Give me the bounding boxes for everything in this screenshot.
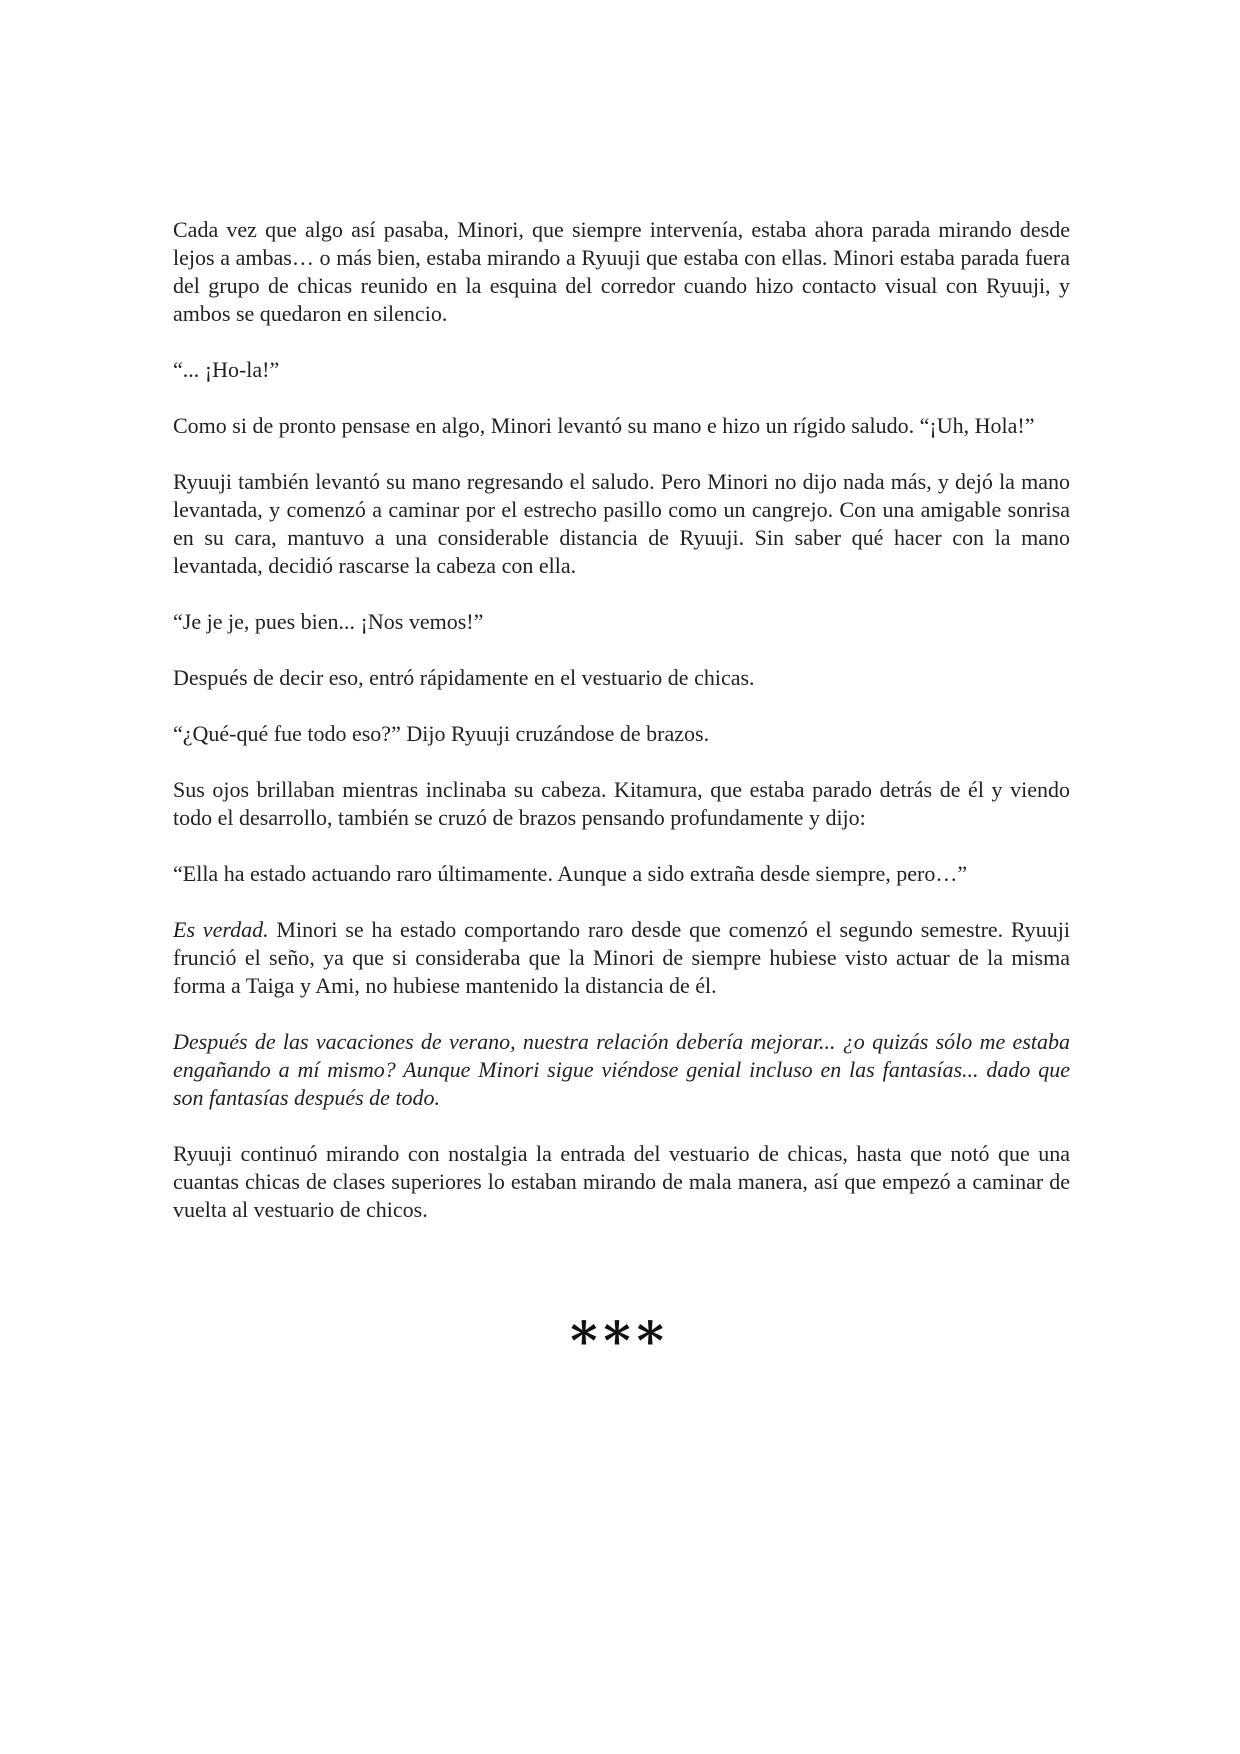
paragraph-1: Cada vez que algo así pasaba, Minori, que siempre intervenía, estaba ahora parada mirando desde lejos a ambas… o más bien, estaba mirando a Ryuuji que estaba con ellas. Minori estaba parada fuera del grupo de chicas reunido en la esquina del corredor cuando hizo contacto visual con Ryuuji, y ambos se quedaron en silencio. xyxy=(173,217,1070,326)
body-text xyxy=(173,216,1070,1252)
paragraph-12: Ryuuji continuó mirando con nostalgia la entrada del vestuario de chicas, hasta que notó que una cuantas chicas de clases superiores lo estaban mirando de mala manera, así que empezó a caminar de vuelta al vestuario de chicos. xyxy=(173,1141,1070,1222)
paragraph-3: Como si de pronto pensase en algo, Minori levantó su mano e hizo un rígido saludo. “¡Uh, Hola!” xyxy=(173,413,1035,438)
paragraph-11-italic: Después de las vacaciones de verano, nuestra relación debería mejorar... ¿o quizás sólo me estaba engañando a mí mismo? Aunque Minori sigue viéndose genial incluso en las fantasías... dado que son fantasías después de todo. xyxy=(173,1029,1070,1110)
paragraph-10 xyxy=(173,916,1070,1000)
paragraph-4: Ryuuji también levantó su mano regresando el saludo. Pero Minori no dijo nada más, y dejó la mano levantada, y comenzó a caminar por el estrecho pasillo como un cangrejo. Con una amigable sonrisa en su cara, mantuvo a una considerable distancia de Ryuuji. Sin saber qué hacer con la mano levantada, decidió rascarse la cabeza con ella. xyxy=(173,469,1070,578)
italic-lead: Es verdad. xyxy=(173,917,269,942)
paragraph-6: Después de decir eso, entró rápidamente en el vestuario de chicas. xyxy=(173,665,755,690)
paragraph-10-text: Minori se ha estado comportando raro desde que comenzó el segundo semestre. Ryuuji frunció el seño, ya que si consideraba que la Minori de siempre hubiese visto actuar de la misma forma a Taiga y Ami, no hubiese mantenido la distancia de él. xyxy=(173,917,1070,998)
paragraph-5: “Je je je, pues bien... ¡Nos vemos!” xyxy=(173,609,484,634)
paragraph-8: Sus ojos brillaban mientras inclinaba su cabeza. Kitamura, que estaba parado detrás de él y viendo todo el desarrollo, también se cruzó de brazos pensando profundamente y dijo: xyxy=(173,777,1070,830)
scene-separator: *** xyxy=(570,1311,670,1372)
paragraph-9: “Ella ha estado actuando raro últimamente. Aunque a sido extraña desde siempre, pero…” xyxy=(173,861,968,886)
paragraph-7: “¿Qué-qué fue todo eso?” Dijo Ryuuji cruzándose de brazos. xyxy=(173,721,710,746)
paragraph-2: “... ¡Ho-la!” xyxy=(173,357,280,382)
